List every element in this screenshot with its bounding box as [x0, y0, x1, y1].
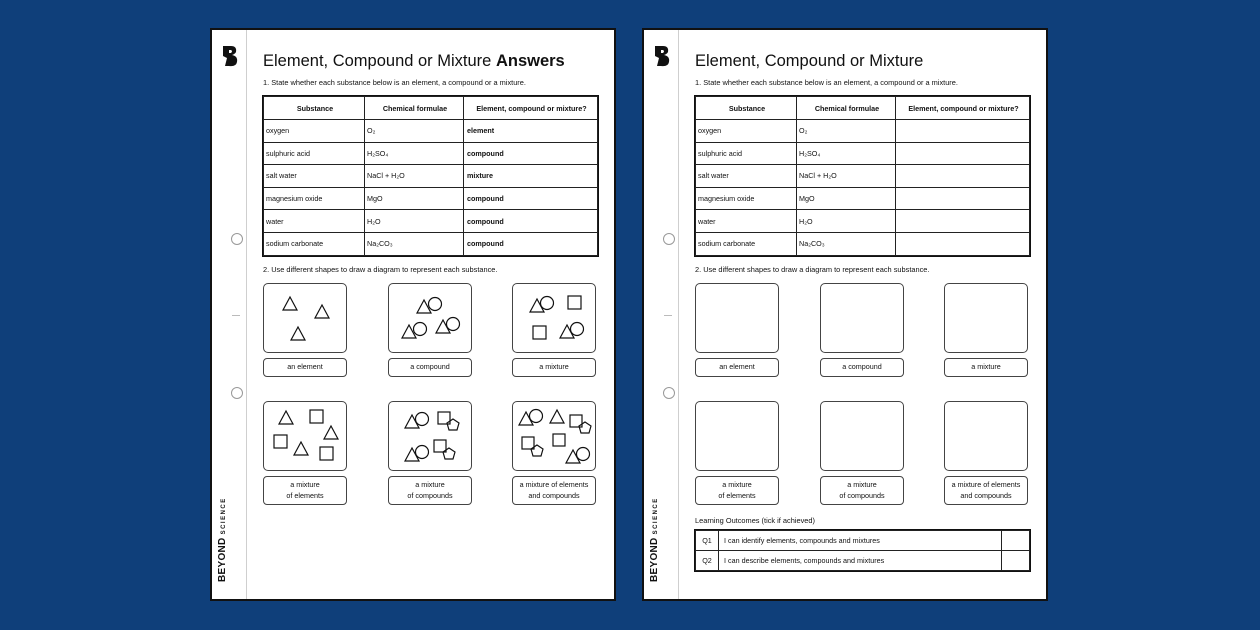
tick-box[interactable]: [1002, 531, 1030, 551]
margin-line: [678, 30, 679, 599]
drawing-box-compound[interactable]: [820, 283, 904, 353]
brand-name: BEYOND: [649, 537, 660, 582]
answer-cell: compound: [464, 187, 598, 210]
table-row: [696, 165, 1030, 188]
header-formula: Chemical formulae: [365, 97, 464, 120]
brand-wordmark: [217, 497, 228, 582]
header-substance: Substance: [264, 97, 365, 120]
substance-cell: magnesium oxide: [264, 187, 365, 210]
question-2: 2. Use different shapes to draw a diagram to represent each substance.: [695, 265, 930, 274]
label-line: of elements: [718, 490, 756, 500]
answer-blank[interactable]: [896, 165, 1030, 188]
triangle-shape: [283, 297, 297, 310]
answer-cell: compound: [464, 232, 598, 255]
header-classification: Element, compound or mixture?: [896, 97, 1030, 120]
table-row: [696, 187, 1030, 210]
outcome-number: Q2: [696, 551, 719, 571]
page-title: [695, 52, 923, 71]
outcome-number: Q1: [696, 531, 719, 551]
diagram-element: [263, 283, 347, 353]
table-row: [696, 142, 1030, 165]
table-row: [696, 210, 1030, 233]
label-element: an element: [263, 358, 347, 377]
table-header-row: [696, 97, 1030, 120]
label-line: a mixture: [847, 480, 877, 490]
drawing-box-mixture-of-both[interactable]: [944, 401, 1028, 471]
substance-cell: sulphuric acid: [696, 142, 797, 165]
drawing-box-mixture[interactable]: [944, 283, 1028, 353]
label-line: a mixture: [722, 480, 752, 490]
substance-cell: oxygen: [696, 120, 797, 143]
beyond-logo-icon: [652, 44, 672, 68]
title-text: Element, Compound or Mixture: [263, 52, 492, 70]
label-line: of compounds: [839, 490, 885, 500]
label-line: a mixture: [415, 480, 445, 490]
label-line: of compounds: [407, 490, 453, 500]
answer-cell: compound: [464, 142, 598, 165]
punch-hole: [663, 233, 675, 245]
outcome-text: I can identify elements, compounds and mixtures: [719, 531, 1002, 551]
drawing-box-mixture-of-compounds[interactable]: [820, 401, 904, 471]
label-mixture: a mixture: [512, 358, 596, 377]
brand-sub: SCIENCE: [221, 497, 227, 535]
label-mixture-of-elements: [695, 476, 779, 505]
diagram-mixture-of-elements: [263, 401, 347, 471]
punch-hole: [663, 387, 675, 399]
substance-cell: water: [264, 210, 365, 233]
label-mixture-of-both: [944, 476, 1028, 505]
worksheet: [642, 28, 1048, 601]
formula-cell: MgO: [797, 187, 896, 210]
table-row: [696, 551, 1030, 571]
substance-cell: sodium carbonate: [264, 232, 365, 255]
diagram-mixture-of-compounds: [388, 401, 472, 471]
beyond-logo-icon: [220, 44, 240, 68]
formula-cell: H₂SO₄: [797, 142, 896, 165]
question-1: 1. State whether each substance below is an element, a compound or a mixture.: [695, 78, 958, 87]
table-row: [696, 232, 1030, 255]
formula-cell: O₂: [365, 120, 464, 143]
table-row: [264, 232, 598, 255]
substance-cell: sodium carbonate: [696, 232, 797, 255]
substance-cell: salt water: [264, 165, 365, 188]
answer-sheet: [210, 28, 616, 601]
question-1: 1. State whether each substance below is an element, a compound or a mixture.: [263, 78, 526, 87]
answer-cell: compound: [464, 210, 598, 233]
diagram-mixture-of-both: [512, 401, 596, 471]
formula-cell: NaCl + H₂O: [365, 165, 464, 188]
answer-blank[interactable]: [896, 187, 1030, 210]
table-row: [696, 120, 1030, 143]
formula-cell: H₂SO₄: [365, 142, 464, 165]
label-line: of elements: [286, 490, 324, 500]
table-header-row: [264, 97, 598, 120]
substance-cell: magnesium oxide: [696, 187, 797, 210]
table-row: [264, 187, 598, 210]
tick-box[interactable]: [1002, 551, 1030, 571]
title-answers: Answers: [495, 52, 565, 70]
table-row: [264, 142, 598, 165]
formula-cell: NaCl + H₂O: [797, 165, 896, 188]
table-row: [264, 120, 598, 143]
substance-table: [263, 96, 598, 256]
substance-cell: water: [696, 210, 797, 233]
table-row: [264, 210, 598, 233]
learning-outcomes-table: [695, 530, 1030, 571]
title-text: Element, Compound or Mixture: [695, 52, 924, 70]
formula-cell: H₂O: [365, 210, 464, 233]
label-mixture: a mixture: [944, 358, 1028, 377]
table-row: [696, 531, 1030, 551]
table-row: [264, 165, 598, 188]
margin-line: [246, 30, 247, 599]
drawing-box-element[interactable]: [695, 283, 779, 353]
brand-wordmark: [649, 497, 660, 582]
diagram-compound: [388, 283, 472, 353]
formula-cell: H₂O: [797, 210, 896, 233]
formula-cell: Na₂CO₃: [797, 232, 896, 255]
answer-blank[interactable]: [896, 120, 1030, 143]
label-mixture-of-both: [512, 476, 596, 505]
label-line: and compounds: [960, 490, 1012, 500]
header-substance: Substance: [696, 97, 797, 120]
substance-cell: salt water: [696, 165, 797, 188]
formula-cell: O₂: [797, 120, 896, 143]
formula-cell: Na₂CO₃: [365, 232, 464, 255]
header-classification: Element, compound or mixture?: [464, 97, 598, 120]
label-compound: a compound: [388, 358, 472, 377]
label-compound: a compound: [820, 358, 904, 377]
label-line: a mixture: [290, 480, 320, 490]
learning-outcomes-title: Learning Outcomes (tick if achieved): [695, 516, 815, 525]
label-mixture-of-elements: [263, 476, 347, 505]
drawing-box-mixture-of-elements[interactable]: [695, 401, 779, 471]
triangle-shape: [315, 305, 329, 318]
substance-table: [695, 96, 1030, 256]
substance-cell: sulphuric acid: [264, 142, 365, 165]
triangle-shape: [291, 327, 305, 340]
label-element: an element: [695, 358, 779, 377]
punch-hole: [231, 387, 243, 399]
answer-cell: mixture: [464, 165, 598, 188]
answer-blank[interactable]: [896, 232, 1030, 255]
label-line: a mixture of elements: [519, 480, 589, 490]
answer-blank[interactable]: [896, 142, 1030, 165]
label-mixture-of-compounds: [388, 476, 472, 505]
answer-blank[interactable]: [896, 210, 1030, 233]
diagram-mixture: [512, 283, 596, 353]
punch-hole: [231, 233, 243, 245]
page-title: [263, 52, 565, 71]
label-line: and compounds: [528, 490, 580, 500]
brand-sub: SCIENCE: [653, 497, 659, 535]
fold-mark: [664, 315, 672, 316]
substance-cell: oxygen: [264, 120, 365, 143]
formula-cell: MgO: [365, 187, 464, 210]
question-2: 2. Use different shapes to draw a diagram to represent each substance.: [263, 265, 498, 274]
label-line: a mixture of elements: [951, 480, 1021, 490]
outcome-text: I can describe elements, compounds and mixtures: [719, 551, 1002, 571]
answer-cell: element: [464, 120, 598, 143]
label-mixture-of-compounds: [820, 476, 904, 505]
header-formula: Chemical formulae: [797, 97, 896, 120]
brand-name: BEYOND: [217, 537, 228, 582]
fold-mark: [232, 315, 240, 316]
